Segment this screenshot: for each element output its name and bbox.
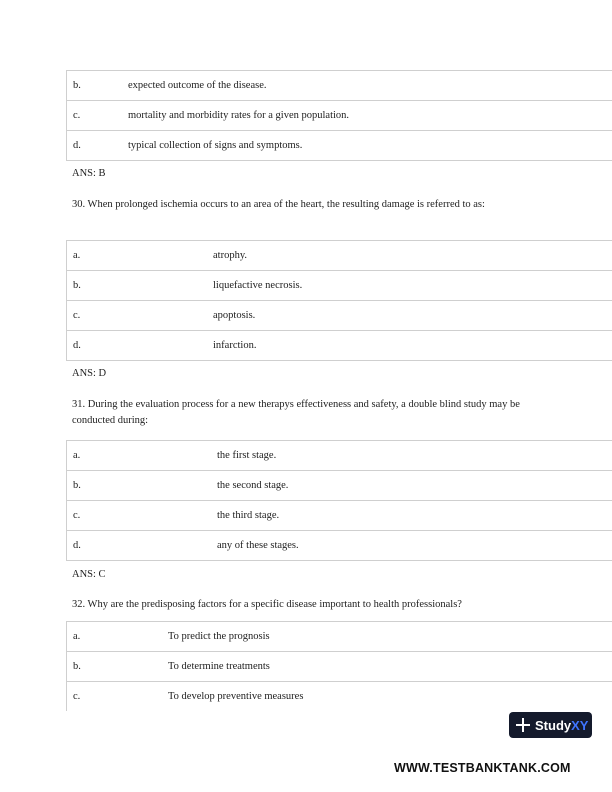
q30-answer: ANS: D xyxy=(72,368,107,379)
option-row xyxy=(67,682,612,712)
option-text: mortality and morbidity rates for a given population. xyxy=(128,101,612,131)
option-letter: d. xyxy=(67,131,129,161)
option-letter: b. xyxy=(67,71,129,101)
option-text: the third stage. xyxy=(217,501,612,531)
option-text: expected outcome of the disease. xyxy=(128,71,612,101)
option-letter: c. xyxy=(67,501,218,531)
option-row xyxy=(67,71,612,101)
q31-answer: ANS: C xyxy=(72,569,106,580)
studyxy-badge[interactable] xyxy=(509,712,592,738)
q30-options xyxy=(66,240,612,361)
option-text: atrophy. xyxy=(213,241,612,271)
q31-question: 31. During the evaluation process for a new therapys effectiveness and safety, a double blind study may be conducted during: xyxy=(72,399,520,426)
q31-options xyxy=(66,440,612,561)
option-row xyxy=(67,241,612,271)
option-text: To develop preventive measures xyxy=(168,682,612,712)
option-row xyxy=(67,652,612,682)
q32-question: 32. Why are the predisposing factors for a specific disease important to health professionals? xyxy=(72,599,462,610)
option-row xyxy=(67,271,612,301)
option-row xyxy=(67,131,612,161)
brand-main: Study xyxy=(535,717,572,733)
option-text: typical collection of signs and symptoms. xyxy=(128,131,612,161)
option-text: any of these stages. xyxy=(217,531,612,561)
q29-options xyxy=(66,70,612,161)
option-letter: b. xyxy=(67,471,218,501)
q29-answer: ANS: B xyxy=(72,168,106,179)
option-letter: d. xyxy=(67,331,214,361)
option-row xyxy=(67,441,612,471)
option-letter: a. xyxy=(67,241,214,271)
brand-accent: XY xyxy=(571,717,589,733)
option-letter: c. xyxy=(67,682,169,712)
option-text: apoptosis. xyxy=(213,301,612,331)
option-row xyxy=(67,301,612,331)
option-row xyxy=(67,101,612,131)
option-letter: b. xyxy=(67,271,214,301)
option-row xyxy=(67,331,612,361)
option-text: To predict the prognosis xyxy=(168,622,612,652)
option-letter: d. xyxy=(67,531,218,561)
q32-options xyxy=(66,621,612,711)
footer-site: WWW.TESTBANKTANK.COM xyxy=(394,761,571,775)
option-row xyxy=(67,471,612,501)
option-text: the second stage. xyxy=(217,471,612,501)
option-text: liquefactive necrosis. xyxy=(213,271,612,301)
option-text: the first stage. xyxy=(217,441,612,471)
option-text: infarction. xyxy=(213,331,612,361)
option-letter: a. xyxy=(67,622,169,652)
option-letter: a. xyxy=(67,441,218,471)
option-letter: c. xyxy=(67,301,214,331)
option-row xyxy=(67,531,612,561)
option-text: To determine treatments xyxy=(168,652,612,682)
option-row xyxy=(67,622,612,652)
option-letter: b. xyxy=(67,652,169,682)
option-letter: c. xyxy=(67,101,129,131)
option-row xyxy=(67,501,612,531)
q30-question: 30. When prolonged ischemia occurs to an area of the heart, the resulting damage is referred to as: xyxy=(72,199,485,210)
plus-icon xyxy=(516,718,530,732)
